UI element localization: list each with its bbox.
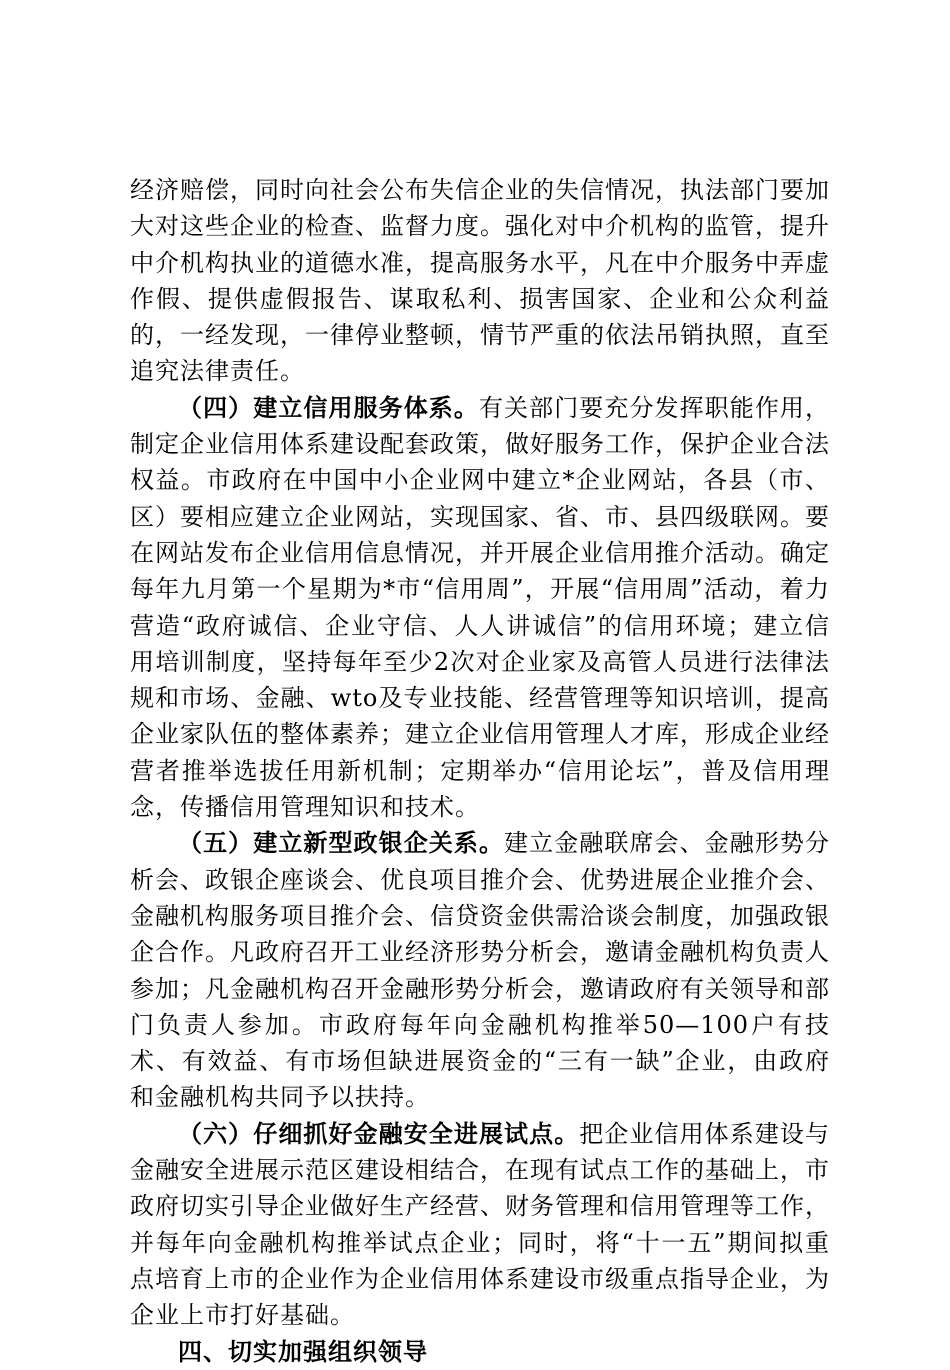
document-page	[130, 172, 830, 1370]
paragraph-continuation	[130, 172, 830, 390]
paragraph-text: 建立金融联席会、金融形势分析会、政银企座谈会、优良项目推介会、优势进展企业推介会、金融机构服务项目推介会、信贷资金供需洽谈会制度，加强政银企合作。凡政府召开工业经济形势分析会，邀请金融机构负责人参加；凡金融机构召开金融形势分析会，邀请政府有关领导和部门负责人参加。市政府每年向金融机构推举50—100户有技术、有效益、有市场但缺进展资金的“三有一缺”企业，由政府和金融机构共同予以扶持。	[130, 829, 831, 1112]
paragraph-gov-bank-enterprise	[130, 825, 830, 1115]
paragraph-financial-safety-pilot	[130, 1116, 830, 1334]
paragraph-lead: （五）建立新型政银企关系。	[178, 828, 505, 858]
paragraph-text: 经济赔偿，同时向社会公布失信企业的失信情况，执法部门要加大对这些企业的检查、监督力度。强化对中介机构的监管，提升中介机构执业的道德水准，提高服务水平，凡在中介服务中弄虚作假、提供虚假报告、谋取私利、损害国家、企业和公众利益的，一经发现，一律停业整顿，情节严重的依法吊销执照，直至追究法律责任。	[130, 176, 830, 386]
paragraph-lead: （四）建立信用服务体系。	[178, 392, 479, 422]
paragraph-credit-service	[130, 390, 830, 826]
paragraph-lead: （六）仔细抓好金融安全进展试点。	[178, 1118, 580, 1148]
paragraph-text: 有关部门要充分发挥职能作用，制定企业信用体系建设配套政策，做好服务工作，保护企业合法权益。市政府在中国中小企业网中建立*企业网站，各县（市、区）要相应建立企业网站，实现国家、省、市、县四级联网。要在网站发布企业信用信息情况，并开展企业信用推介活动。确定每年九月第一个星期为*市“信用周”，开展“信用周”活动，着力营造“政府诚信、企业守信、人人讲诚信”的信用环境；建立信用培训制度，坚持每年至少2次对企业家及高管人员进行法律法规和市场、金融、wto及专业技能、经营管理等知识培训，提高企业家队伍的整体素养；建立企业信用管理人才库，形成企业经营者推举选拔任用新机制；定期举办“信用论坛”，普及信用理念，传播信用管理知识和技术。	[130, 393, 831, 822]
paragraph-text: 把企业信用体系建设与金融安全进展示范区建设相结合，在现有试点工作的基础上，市政府切实引导企业做好生产经营、财务管理和信用管理等工作，并每年向金融机构推举试点企业；同时，将“十一五”期间拟重点培育上市的企业作为企业信用体系建设市级重点指导企业，为企业上市打好基础。	[130, 1119, 831, 1330]
section-heading: 四、切实加强组织领导	[178, 1336, 428, 1366]
